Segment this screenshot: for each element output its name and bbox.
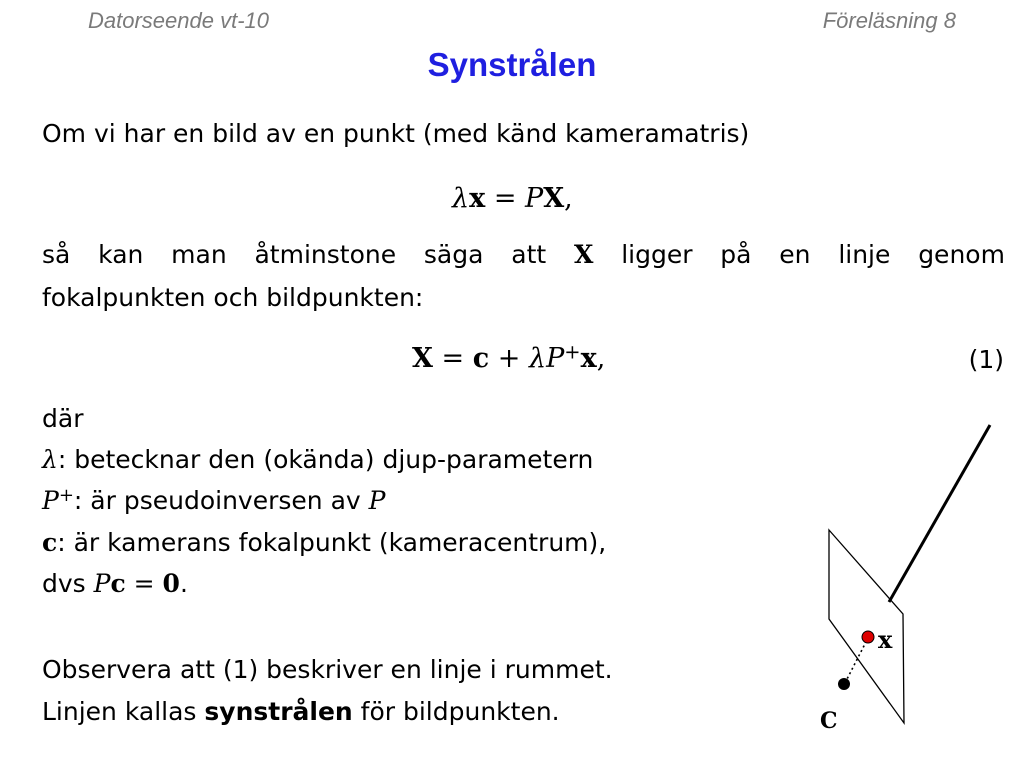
- ray-figure: [800, 420, 1010, 740]
- eq2-X: X: [412, 343, 433, 374]
- label-c: C: [820, 708, 838, 734]
- image-plane: [829, 530, 904, 723]
- def-pseudoinverse: [42, 484, 386, 515]
- dvs-word: dvs: [42, 569, 94, 598]
- def-c-text: : är kamerans fokalpunkt (kameracentrum),: [57, 528, 607, 557]
- header-lecture: Föreläsning 8: [822, 8, 956, 33]
- word: linje: [838, 240, 891, 269]
- equation-number: (1): [968, 345, 1004, 374]
- dvs-zero: 0: [162, 569, 180, 598]
- eq2-c: c: [472, 343, 490, 374]
- slide-title: Synstrålen: [427, 46, 597, 83]
- camera-center-point: [838, 678, 850, 690]
- eq1-P: P: [525, 183, 544, 214]
- word: genom: [918, 240, 1005, 269]
- eq2-plus: +: [489, 343, 529, 374]
- eq2-comma: ,: [596, 343, 606, 374]
- word: på: [720, 240, 752, 269]
- dvs-c: c: [110, 569, 126, 598]
- word: åtminstone: [254, 240, 397, 269]
- dvs-P: P: [93, 569, 111, 598]
- label-x: x: [878, 625, 893, 654]
- def-P-text: : är pseudoinversen av: [73, 486, 369, 515]
- line-saga: [42, 242, 1005, 267]
- dvs-dot: .: [179, 569, 188, 598]
- equation-projection: [452, 185, 573, 212]
- def-c-symbol: c: [42, 528, 58, 557]
- observe-line-2: [42, 699, 560, 724]
- eq1-equals: =: [485, 183, 526, 214]
- def-dvs: [42, 571, 188, 596]
- projection-line: [845, 638, 868, 683]
- eq1-x: x: [469, 183, 486, 214]
- word: en: [779, 240, 811, 269]
- image-point-x: [862, 631, 874, 643]
- header-course: Datorseende vt-10: [88, 8, 269, 33]
- line-fokal: fokalpunkten och bildpunkten:: [42, 283, 424, 312]
- equation-ray: [412, 340, 606, 374]
- dvs-equals: =: [125, 569, 163, 598]
- def-lambda: [42, 447, 593, 472]
- eq1-lambda: λ: [452, 183, 470, 214]
- def-P-end: P: [368, 486, 386, 515]
- eq1-comma: ,: [564, 183, 573, 214]
- eq2-x: x: [580, 343, 597, 374]
- eq2-plus-sup: +: [564, 340, 581, 364]
- observe-pre: Linjen kallas: [42, 697, 205, 726]
- word: kan: [98, 240, 144, 269]
- word: säga: [423, 240, 484, 269]
- eq1-X: X: [543, 183, 565, 214]
- def-lambda-symbol: λ: [42, 445, 58, 474]
- eq2-equals: =: [432, 343, 473, 374]
- viewing-ray: [889, 425, 990, 602]
- def-lambda-text: : betecknar den (okända) djup-parametern: [57, 445, 594, 474]
- eq2-P: P: [546, 343, 565, 374]
- word: att: [511, 240, 547, 269]
- intro-text: Om vi har en bild av en punkt (med känd kameramatris): [42, 119, 750, 148]
- symbol-X: X: [573, 240, 594, 269]
- eq2-lambda: λ: [529, 343, 547, 374]
- observe-term: synstrålen: [204, 697, 353, 726]
- observe-post: för bildpunkten.: [352, 697, 560, 726]
- word: så: [42, 240, 71, 269]
- observe-line-1: Observera att (1) beskriver en linje i rummet.: [42, 655, 613, 684]
- def-P-symbol: P: [42, 486, 59, 515]
- def-P-sup: +: [58, 484, 74, 506]
- def-camera-center: [42, 530, 606, 555]
- word: ligger: [621, 240, 693, 269]
- def-dar: där: [42, 404, 84, 433]
- word: man: [171, 240, 227, 269]
